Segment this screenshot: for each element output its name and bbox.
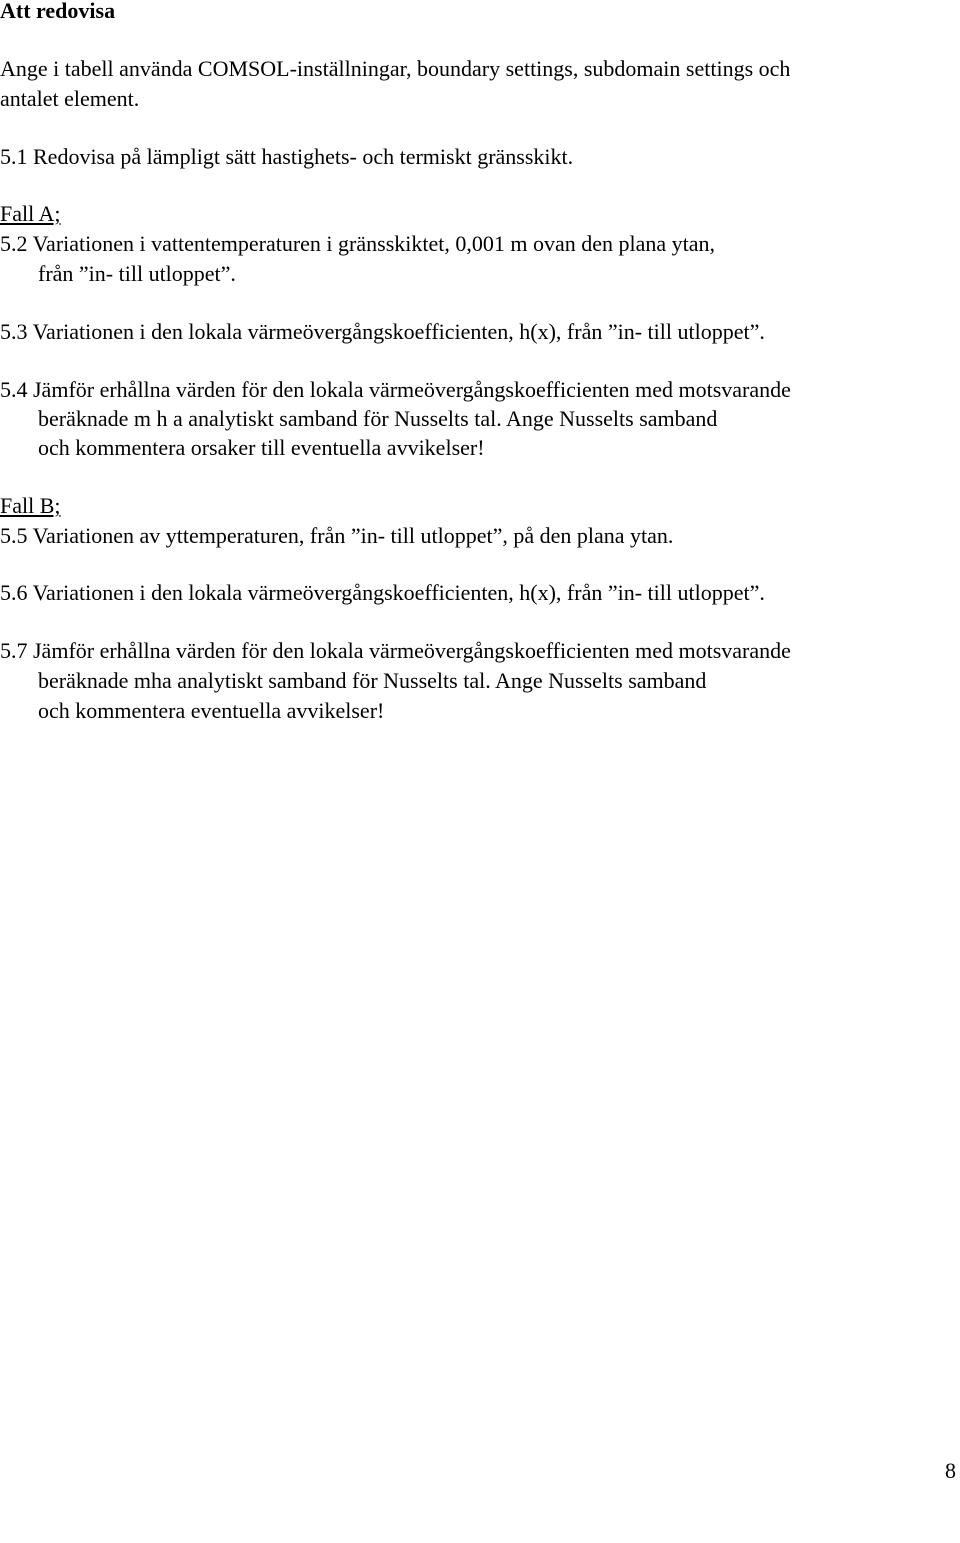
item-5-1: 5.1 Redovisa på lämpligt sätt hastighets- och termiskt gränsskikt. [0,144,574,169]
item-5-7-line-2: beräknade mha analytiskt samband för Nusselts tal. Ange Nusselts samband [38,668,707,693]
item-5-3: 5.3 Variationen i den lokala värmeövergångskoefficienten, h(x), från ”in- till utloppet”. [0,319,765,344]
case-b-label: Fall B; [0,493,61,518]
intro-line-1: Ange i tabell använda COMSOL-inställningar, boundary settings, subdomain settings och [0,56,791,81]
item-5-6: 5.6 Variationen i den lokala värmeövergångskoefficienten, h(x), från ”in- till utloppet”. [0,580,765,605]
item-5-7-line-3: och kommentera eventuella avvikelser! [38,698,385,723]
item-5-4-line-3: och kommentera orsaker till eventuella avvikelser! [38,435,485,460]
item-5-7-line-1: 5.7 Jämför erhållna värden för den lokala värmeövergångskoefficienten med motsvarande [0,638,791,663]
item-5-2-line-1: 5.2 Variationen i vattentemperaturen i gränsskiktet, 0,001 m ovan den plana ytan, [0,231,716,256]
intro-line-2: antalet element. [0,86,140,111]
item-5-5: 5.5 Variationen av yttemperaturen, från ”in- till utloppet”, på den plana ytan. [0,523,674,548]
section-heading: Att redovisa [0,0,116,23]
page-number: 8 [945,1458,956,1483]
case-a-label: Fall A; [0,201,61,226]
item-5-4-line-2: beräknade m h a analytiskt samband för Nusselts tal. Ange Nusselts samband [38,406,718,431]
item-5-4-line-1: 5.4 Jämför erhållna värden för den lokala värmeövergångskoefficienten med motsvarande [0,377,791,402]
item-5-2-line-2: från ”in- till utloppet”. [38,261,236,286]
